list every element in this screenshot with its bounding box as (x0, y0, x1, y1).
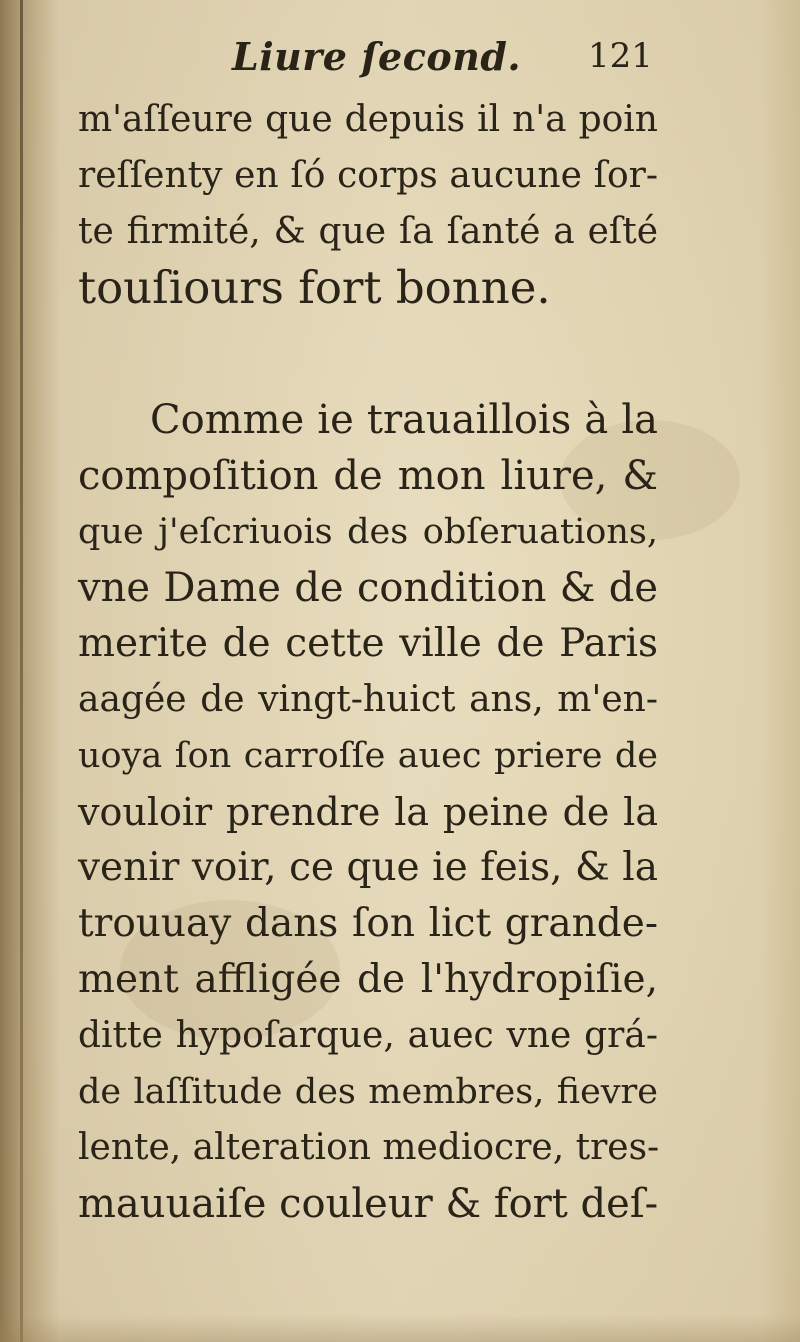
text-line: trouuay dans ſon lict grande- (78, 901, 658, 946)
paragraph-2 (78, 392, 658, 1232)
text-line: uoya ſon carroſſe auec priere de (78, 736, 658, 776)
text-line: de laſſitude des membres, fievre (78, 1072, 658, 1112)
text-line: lente, alteration mediocre, tres- (78, 1127, 660, 1168)
text-line: m'aſſeure que depuis il n'a poin (78, 99, 658, 140)
text-line: reſſenty en ſó corps aucune ſor- (78, 155, 658, 196)
paragraph-1 (78, 92, 658, 316)
text-line: vne Dame de condition & de (78, 565, 658, 611)
page-number: 121 (588, 36, 653, 76)
text-line: compoſition de mon liure, & (78, 453, 658, 499)
text-line: ment affligée de l'hydropiſie, (78, 957, 658, 1002)
text-line: te firmité, & que ſa ſanté a eſté (78, 211, 658, 252)
binding-gutter (20, 0, 23, 1342)
text-line: ditte hypoſarque, auec vne grá- (78, 1015, 658, 1056)
text-line: que j'eſcriuois des obſeruations, (78, 512, 658, 552)
text-line: venir voir, ce que ie feis, & la (78, 845, 658, 890)
text-line: aagée de vingt-huict ans, m'en- (78, 679, 658, 720)
text-line: vouloir prendre la peine de la (78, 790, 658, 834)
text-line: merite de cette ville de Paris (78, 621, 658, 666)
text-line: Comme ie trauaillois à la (150, 397, 658, 443)
text-line: touſiours fort bonne. (78, 261, 551, 314)
running-head: Liure ſecond. (232, 34, 522, 79)
paragraph-gap (78, 316, 658, 392)
page-header (0, 32, 800, 88)
page-bottom-edge (0, 1315, 800, 1342)
text-line: mauuaiſe couleur & fort deſ- (78, 1181, 659, 1227)
body-text (78, 92, 658, 1232)
